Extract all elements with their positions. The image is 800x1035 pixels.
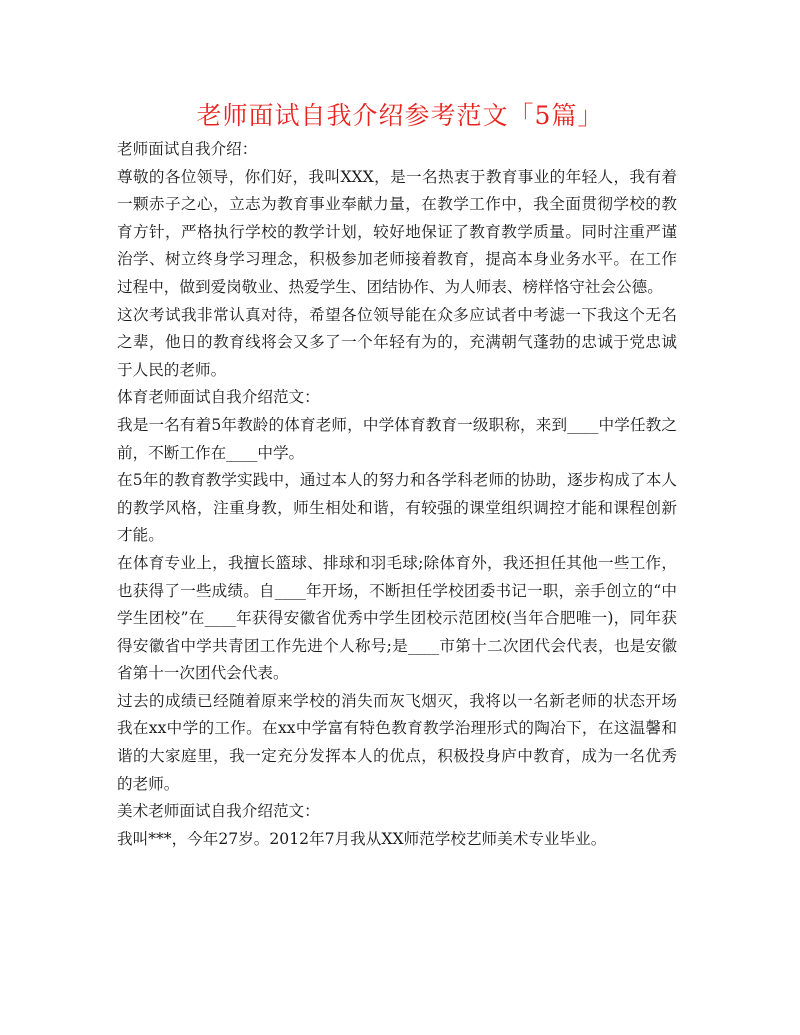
paragraph-exam-attitude: 这次考试我非常认真对待，希望各位领导能在众多应试者中考滤一下我这个无名之辈，他日的教育线将会又多了一个年轻有为的，充满朝气蓬勃的忠诚于党忠诚于人民的老师。: [117, 305, 677, 379]
paragraph-sports-achievements: 在体育专业上，我擅长篮球、排球和羽毛球;除体育外，我还担任其他一些工作，也获得了一些成绩。自____年开场，不断担任学校团委书记一职，亲手创立的“中学生团校”在____年获得安徽省优秀中学生团校示范团校(当年合肥唯一)，同年获得安徽省中学共青团工作先进个人称号;是____市第十二次团代会代表，也是安徽省第十一次团代会代表。: [117, 553, 677, 683]
paragraph-art-intro: 我叫***，今年27岁。2012年7月我从XX师范学校艺师美术专业毕业。: [117, 829, 607, 848]
document-title: 老师面试自我介绍参考范文「5篇」: [196, 101, 604, 130]
document-body: [117, 136, 677, 853]
paragraph-teaching-practice: 在5年的教育教学实践中，通过本人的努力和各学科老师的协助，逐步构成了本人的教学风格，注重身教，师生相处和谐，有较强的课堂组织调控才能和课程创新才能。: [117, 471, 677, 545]
paragraph-pe-intro: 我是一名有着5年教龄的体育老师，中学体育教育一级职称，来到____中学任教之前，不断工作在____中学。: [117, 415, 677, 462]
section-heading-teacher-intro: 老师面试自我介绍：: [117, 140, 258, 158]
paragraph-past-achievements: 过去的成绩已经随着原来学校的消失而灰飞烟灭，我将以一名新老师的状态开场我在xx中学的工作。在xx中学富有特色教育教学治理形式的陶冶下，在这温馨和谐的大家庭里，我一定充分发挥本人的优点，积极投身庐中教育，成为一名优秀的老师。: [117, 691, 677, 793]
paragraph-greeting: 尊敬的各位领导，你们好，我叫XXX，是一名热衷于教育事业的年轻人，我有着一颗赤子之心，立志为教育事业奉献力量，在教学工作中，我全面贯彻学校的教育方针，严格执行学校的教学计划，较好地保证了教育教学质量。同时注重严谨治学、树立终身学习理念，积极参加老师接着教育，提高本身业务水平。在工作过程中，做到爱岗敬业、热爱学生、团结协作、为人师表、榜样恪守社会公德。: [117, 167, 677, 296]
section-heading-pe-teacher: 体育老师面试自我介绍范文：: [117, 388, 320, 407]
section-heading-art-teacher: 美术老师面试自我介绍范文：: [117, 802, 320, 821]
